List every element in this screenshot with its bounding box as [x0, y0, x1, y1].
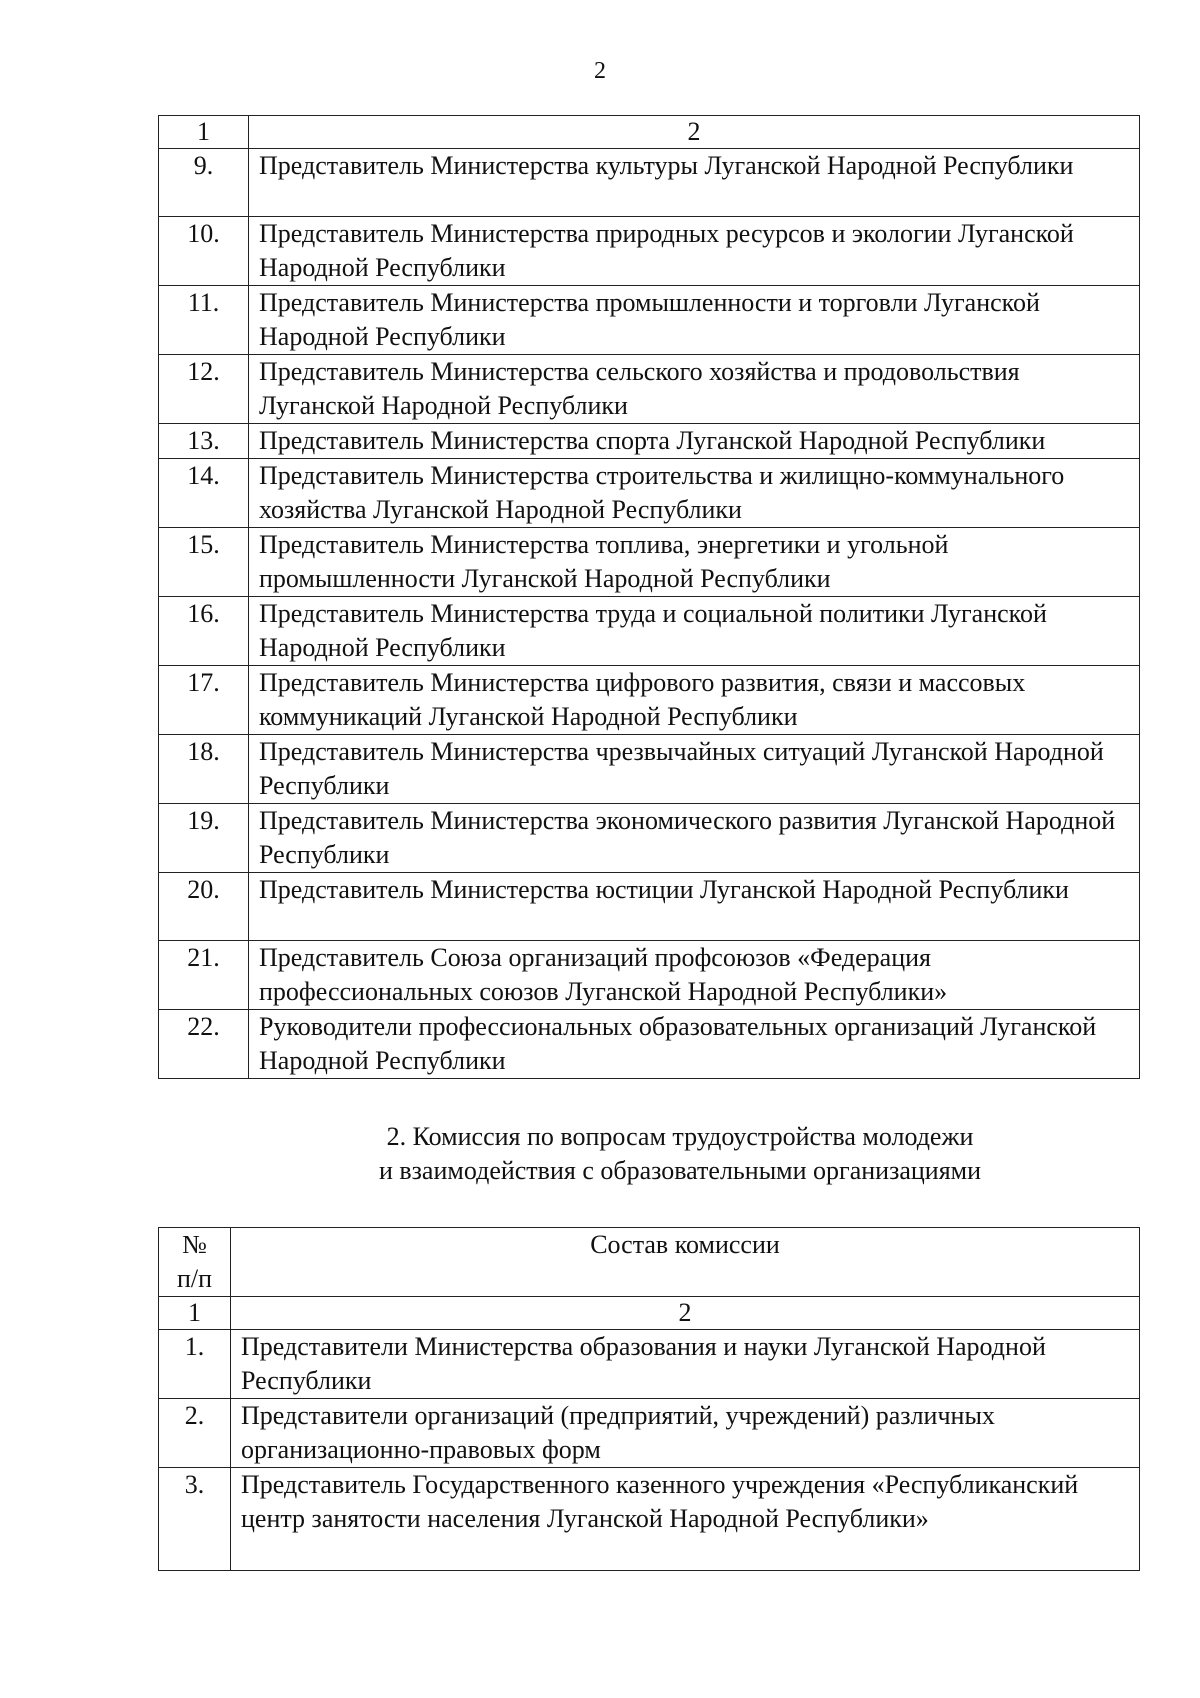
table-row: [159, 1468, 1140, 1571]
row-number: 22.: [159, 1010, 249, 1079]
member-description: Представитель Министерства природных ресурсов и экологии Луганской Народной Республики: [249, 217, 1140, 286]
column-heading-number-line: п/п: [176, 1264, 213, 1293]
member-description: Представитель Министерства юстиции Луганской Народной Республики: [249, 873, 1140, 941]
member-description: Представитель Министерства экономического развития Луганской Народной Республики: [249, 804, 1140, 873]
table-row: [159, 424, 1140, 459]
column-heading-number: [159, 1228, 231, 1297]
column-heading-number-line: №: [182, 1230, 207, 1259]
row-number: 16.: [159, 597, 249, 666]
commission-table: [158, 1227, 1140, 1571]
member-description: Представитель Министерства цифрового развития, связи и массовых коммуникаций Луганской Народной Республики: [249, 666, 1140, 735]
row-number: 18.: [159, 735, 249, 804]
table-header-row: [159, 1297, 1140, 1330]
table-row: [159, 735, 1140, 804]
row-number: 11.: [159, 286, 249, 355]
row-number: 1.: [159, 1330, 231, 1399]
row-number: 3.: [159, 1468, 231, 1571]
member-description: Представитель Министерства топлива, энергетики и угольной промышленности Луганской Народной Республики: [249, 528, 1140, 597]
row-number: 17.: [159, 666, 249, 735]
member-description: Представитель Государственного казенного учреждения «Республиканский центр занятости населения Луганской Народной Республики»: [231, 1468, 1140, 1571]
member-description: Представитель Союза организаций профсоюзов «Федерация профессиональных союзов Луганской Народной Республики»: [249, 941, 1140, 1010]
row-number: 9.: [159, 149, 249, 217]
member-description: Представитель Министерства труда и социальной политики Луганской Народной Республики: [249, 597, 1140, 666]
row-number: 10.: [159, 217, 249, 286]
column-heading-composition: Состав комиссии: [231, 1228, 1140, 1297]
row-number: 19.: [159, 804, 249, 873]
table-row: [159, 1010, 1140, 1079]
member-description: Руководители профессиональных образовательных организаций Луганской Народной Республики: [249, 1010, 1140, 1079]
member-description: Представитель Министерства промышленности и торговли Луганской Народной Республики: [249, 286, 1140, 355]
table-row: [159, 1330, 1140, 1399]
member-description: Представитель Министерства спорта Луганской Народной Республики: [249, 424, 1140, 459]
row-number: 2.: [159, 1399, 231, 1468]
member-description: Представитель Министерства строительства и жилищно-коммунального хозяйства Луганской Народной Республики: [249, 459, 1140, 528]
column-number-label: 1: [159, 1297, 231, 1330]
row-number: 21.: [159, 941, 249, 1010]
table-header-row: [159, 116, 1140, 149]
table-row: [159, 666, 1140, 735]
table-row: [159, 597, 1140, 666]
table-row: [159, 149, 1140, 217]
table-column-heading-row: [159, 1228, 1140, 1297]
table-row: [159, 528, 1140, 597]
table-row: [159, 286, 1140, 355]
row-number: 12.: [159, 355, 249, 424]
table-row: [159, 355, 1140, 424]
section-title-line: и взаимодействия с образовательными организациями: [378, 1156, 982, 1185]
row-number: 20.: [159, 873, 249, 941]
column-number-label: 1: [159, 116, 249, 149]
row-number: 15.: [159, 528, 249, 597]
table-row: [159, 941, 1140, 1010]
member-description: Представители Министерства образования и науки Луганской Народной Республики: [231, 1330, 1140, 1399]
members-table-continued: [158, 115, 1140, 1079]
table-row: [159, 217, 1140, 286]
member-description: Представитель Министерства культуры Луганской Народной Республики: [249, 149, 1140, 217]
section-title-line: 2. Комиссия по вопросам трудоустройства молодежи: [386, 1122, 974, 1151]
member-description: Представители организаций (предприятий, учреждений) различных организационно-правовых форм: [231, 1399, 1140, 1468]
table-row: [159, 873, 1140, 941]
member-description: Представитель Министерства сельского хозяйства и продовольствия Луганской Народной Республики: [249, 355, 1140, 424]
member-description: Представитель Министерства чрезвычайных ситуаций Луганской Народной Республики: [249, 735, 1140, 804]
section-title: [0, 1120, 1200, 1188]
table-row: [159, 1399, 1140, 1468]
column-number-label: 2: [249, 116, 1140, 149]
page-number: 2: [594, 58, 606, 84]
table-row: [159, 459, 1140, 528]
row-number: 13.: [159, 424, 249, 459]
table-row: [159, 804, 1140, 873]
column-number-label: 2: [231, 1297, 1140, 1330]
row-number: 14.: [159, 459, 249, 528]
